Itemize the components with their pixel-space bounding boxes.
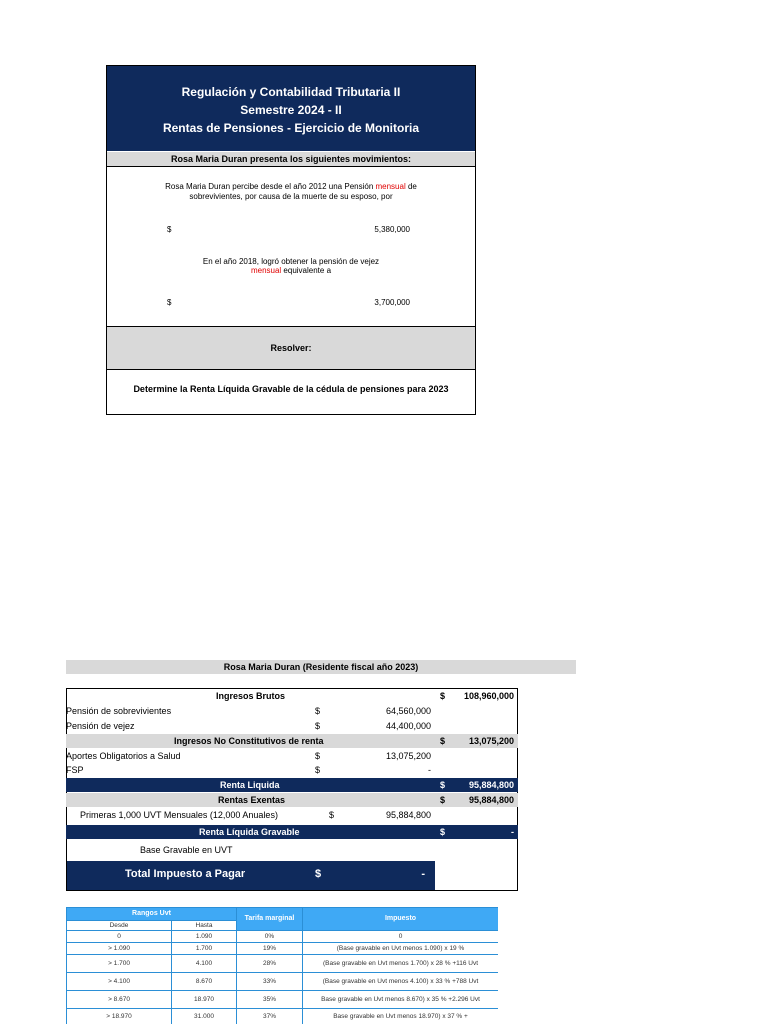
- renta-liquida-currency: $: [440, 780, 446, 790]
- ingresos-brutos-currency: $: [440, 691, 446, 701]
- uvt-desde: 0: [67, 931, 172, 943]
- renta-liquida-label: Renta Liquida: [220, 780, 280, 790]
- row-ingresos-brutos: [66, 689, 518, 703]
- uvt-hasta: 18.970: [172, 991, 237, 1009]
- uvt-tarifa: 37%: [237, 1009, 303, 1024]
- amount2-value: 3,700,000: [374, 298, 410, 307]
- uvt-impuesto: 0: [303, 931, 499, 943]
- total-impuesto-label: Total Impuesto a Pagar: [125, 868, 246, 880]
- paragraph2-tail: equivalente a: [281, 266, 332, 275]
- fsp-value: -: [428, 765, 431, 775]
- sobrevivientes-currency: $: [315, 706, 321, 716]
- paragraph1-highlight: mensual: [375, 182, 406, 191]
- uvt-row: [67, 955, 499, 973]
- head-tarifa: Tarifa marginal: [237, 908, 303, 931]
- exercise-box: [106, 65, 476, 415]
- vejez-label: Pensión de vejez: [66, 721, 135, 731]
- paragraph-survivor-pension: [107, 182, 475, 202]
- primeras-currency: $: [329, 810, 335, 820]
- summary-title: Rosa Maria Duran (Residente fiscal año 2023): [66, 660, 576, 674]
- head-desde: Desde: [67, 921, 172, 931]
- row-no-constitutivos: [66, 734, 518, 748]
- row-base-uvt: [66, 843, 518, 857]
- uvt-desde: > 8.670: [67, 991, 172, 1009]
- no-constitutivos-value: 13,075,200: [468, 736, 514, 746]
- uvt-tarifa: 19%: [237, 943, 303, 955]
- uvt-tarifa: 33%: [237, 973, 303, 991]
- ingresos-brutos-label: Ingresos Brutos: [216, 691, 286, 701]
- aportes-value: 13,075,200: [385, 751, 431, 761]
- uvt-impuesto: (Base gravable en Uvt menos 1.700) x 28 % +116 Uvt: [303, 955, 499, 973]
- uvt-tarifa: 28%: [237, 955, 303, 973]
- sobrevivientes-value: 64,560,000: [385, 706, 431, 716]
- total-impuesto-bar: [67, 861, 435, 890]
- task-statement: Determine la Renta Líquida Gravable de la cédula de pensiones para 2023: [133, 384, 449, 394]
- uvt-rates-table: [66, 907, 498, 1024]
- total-impuesto-currency: $: [315, 868, 322, 880]
- uvt-impuesto: Base gravable en Uvt menos 18.970) x 37 % +: [303, 1009, 499, 1024]
- exercise-title: Rentas de Pensiones - Ejercicio de Monitoria: [162, 121, 420, 135]
- primeras-value: 95,884,800: [385, 810, 431, 820]
- renta-liquida-gravable-value: -: [511, 827, 514, 837]
- uvt-row: [67, 973, 499, 991]
- amount2-currency: $: [167, 298, 172, 307]
- ingresos-brutos-value: 108,960,000: [463, 691, 514, 701]
- paragraph-old-age-pension: [107, 257, 475, 275]
- uvt-row: [67, 943, 499, 955]
- aportes-currency: $: [315, 751, 321, 761]
- renta-liquida-value: 95,884,800: [468, 780, 514, 790]
- movements-title: Rosa Maria Duran presenta los siguientes movimientos:: [107, 152, 475, 167]
- rentas-exentas-currency: $: [440, 795, 446, 805]
- course-title: Regulación y Contabilidad Tributaria II: [181, 85, 401, 99]
- paragraph1-tail: de: [405, 182, 417, 191]
- uvt-hasta: 31.000: [172, 1009, 237, 1024]
- uvt-desde: > 1.090: [67, 943, 172, 955]
- amount1-currency: $: [167, 225, 172, 234]
- semester-title: Semestre 2024 - II: [240, 103, 342, 117]
- head-hasta: Hasta: [172, 921, 237, 931]
- uvt-impuesto: (Base gravable en Uvt menos 1.090) x 19 %: [303, 943, 499, 955]
- exercise-header: [107, 66, 475, 151]
- no-constitutivos-label: Ingresos No Constitutivos de renta: [174, 736, 324, 746]
- uvt-desde: > 4.100: [67, 973, 172, 991]
- uvt-tarifa: 0%: [237, 931, 303, 943]
- uvt-hasta: 1.090: [172, 931, 237, 943]
- paragraph2-line1: En el año 2018, logró obtener la pensión de vejez: [202, 257, 380, 266]
- uvt-impuesto: (Base gravable en Uvt menos 4.100) x 33 % +788 Uvt: [303, 973, 499, 991]
- rentas-exentas-value: 95,884,800: [468, 795, 514, 805]
- renta-liquida-gravable-currency: $: [440, 827, 446, 837]
- paragraph1-text: Rosa Maria Duran percibe desde el año 2012 una Pensión: [165, 182, 376, 191]
- row-vejez: [66, 719, 518, 733]
- resolver-label: Resolver:: [107, 326, 475, 370]
- uvt-impuesto: Base gravable en Uvt menos 8.670) x 35 % +2.296 Uvt: [303, 991, 499, 1009]
- amount1-value: 5,380,000: [374, 225, 410, 234]
- uvt-desde: > 18.970: [67, 1009, 172, 1024]
- uvt-row: [67, 1009, 499, 1024]
- no-constitutivos-currency: $: [440, 736, 446, 746]
- row-renta-liquida-gravable: [66, 825, 518, 839]
- uvt-row: [67, 931, 499, 943]
- primeras-label: Primeras 1,000 UVT Mensuales (12,000 Anuales): [80, 810, 278, 820]
- uvt-hasta: 8.670: [172, 973, 237, 991]
- row-rentas-exentas: [66, 793, 518, 807]
- paragraph1-line2: sobrevivientes, por causa de la muerte de su esposo, por: [189, 192, 393, 201]
- uvt-row: [67, 991, 499, 1009]
- base-uvt-label: Base Gravable en UVT: [140, 845, 233, 855]
- renta-liquida-gravable-label: Renta Líquida Gravable: [199, 827, 300, 837]
- row-primeras-uvt: [66, 808, 518, 822]
- fsp-currency: $: [315, 765, 321, 775]
- uvt-desde: > 1.700: [67, 955, 172, 973]
- vejez-value: 44,400,000: [385, 721, 431, 731]
- rentas-exentas-label: Rentas Exentas: [218, 795, 286, 805]
- head-impuesto: Impuesto: [303, 908, 499, 931]
- row-renta-liquida: [66, 778, 518, 792]
- uvt-hasta: 4.100: [172, 955, 237, 973]
- uvt-tarifa: 35%: [237, 991, 303, 1009]
- row-aportes: [66, 749, 518, 763]
- aportes-label: Aportes Obligatorios a Salud: [66, 751, 181, 761]
- uvt-hasta: 1.700: [172, 943, 237, 955]
- row-fsp: [66, 763, 518, 777]
- row-sobrevivientes: [66, 704, 518, 718]
- head-rangos: Rangos Uvt: [67, 908, 237, 921]
- sobrevivientes-label: Pensión de sobrevivientes: [66, 706, 172, 716]
- paragraph2-highlight: mensual: [250, 266, 282, 275]
- total-impuesto-value: -: [421, 868, 425, 880]
- vejez-currency: $: [315, 721, 321, 731]
- fsp-label: FSP: [66, 765, 84, 775]
